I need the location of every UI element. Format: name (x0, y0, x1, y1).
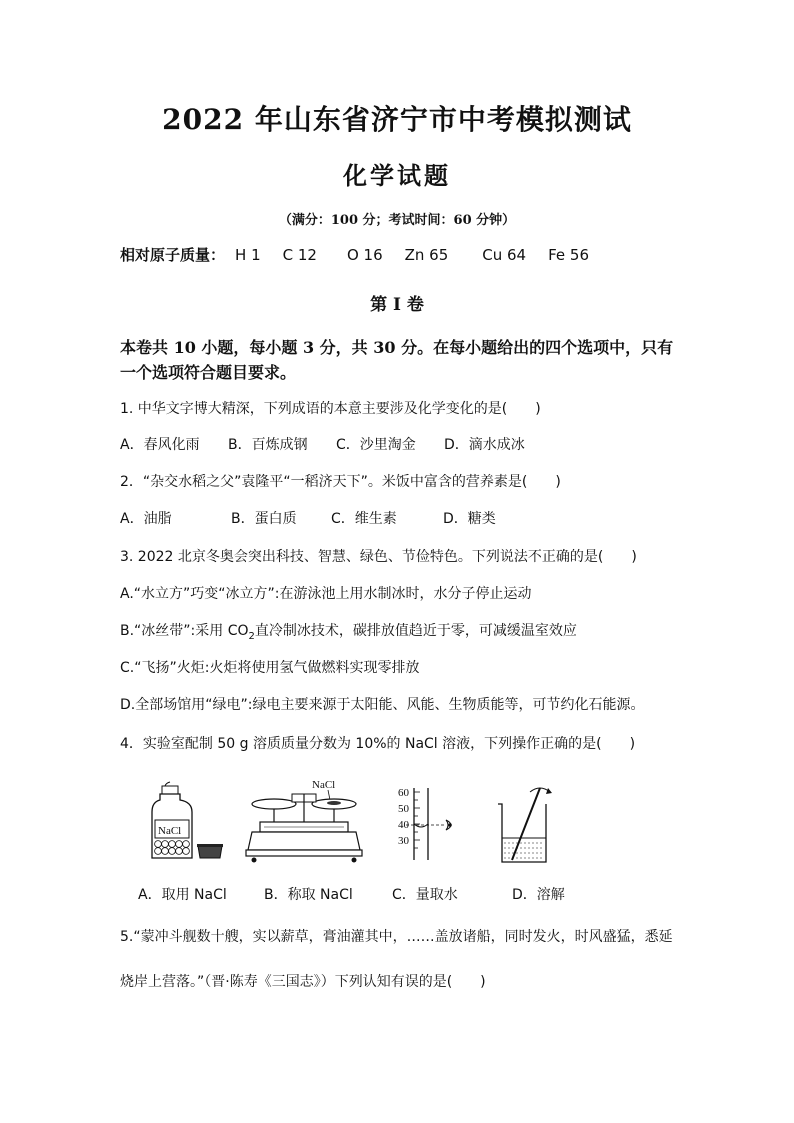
figure-d-beaker-dissolving (494, 782, 564, 866)
question-3-stem: 3. 2022 北京冬奥会突出科技、智慧、绿色、节俭特色。下列说法不正确的是( ) (120, 549, 637, 565)
atomic-masses-label: 相对原子质量： (120, 246, 226, 264)
section-instructions: 本卷共 10 小题，每小题 3 分，共 30 分。在每小题给出的四个选项中，只有一个选项符合题目要求。 (120, 338, 674, 382)
q2-option-a: A．油脂 (120, 511, 172, 527)
atomic-mass-c: C 12 (282, 246, 317, 264)
question-2-options (120, 508, 496, 528)
salt-pile (327, 801, 341, 805)
q3-option-a: A.“水立方”巧变“冰立方”:在游泳池上用水制冰时，水分子停止运动 (120, 586, 532, 602)
q3-option-b (120, 620, 577, 642)
q2-option-c: C．维生素 (331, 511, 397, 527)
score-time-note: （满分：100 分；考试时间：60 分钟） (278, 213, 516, 228)
caption-a: A．取用 NaCl (138, 887, 227, 903)
atomic-mass-o: O 16 (346, 246, 383, 264)
q1-option-b: B．百炼成钢 (228, 437, 308, 453)
figure-a-reagent-bottle (148, 778, 228, 864)
caption-b: B．称取 NaCl (264, 887, 353, 903)
caption-d: D．溶解 (512, 887, 565, 903)
bottle-stopper (198, 846, 222, 858)
cylinder-tick-40: 40 (398, 819, 409, 831)
cylinder-tick-50: 50 (398, 803, 409, 815)
beaker-liquid (504, 843, 544, 858)
atomic-mass-zn: Zn 65 (404, 246, 449, 264)
figure-b-balance (246, 774, 362, 864)
cylinder-tick-30: 30 (398, 835, 409, 847)
exam-title: 2022 年山东省济宁市中考模拟测试 (162, 103, 632, 136)
q1-option-a: A．春风化雨 (120, 437, 200, 453)
q2-option-b: B．蛋白质 (231, 511, 297, 527)
question-5-stem-line-2: 烧岸上营落。”（晋·陈寿《三国志》）下列认知有误的是( ) (120, 974, 486, 990)
q3-option-c: C.“飞扬”火炬:火炬将使用氢气做燃料实现零排放 (120, 660, 420, 676)
q3-option-b-end: 直冷制冰技术，碳排放值趋近于零，可减缓温室效应 (254, 623, 577, 639)
q1-option-d: D．滴水成冰 (444, 437, 525, 453)
question-2-stem: 2．“杂交水稻之父”袁隆平“一稻济天下”。米饭中富含的营养素是( ) (120, 474, 561, 490)
caption-c: C．量取水 (392, 887, 458, 903)
q3-option-b-start: B.“冰丝带”:采用 CO (120, 623, 249, 639)
bottle-label-text: NaCl (158, 825, 182, 837)
liquid-meniscus (414, 824, 428, 827)
cylinder-tick-marks (414, 792, 420, 848)
section-heading: 第 I 卷 (370, 295, 424, 315)
q3-option-b-subscript: 2 (248, 630, 255, 642)
question-1-options (120, 434, 525, 454)
atomic-masses (120, 244, 601, 265)
glass-rod (512, 788, 540, 860)
atomic-mass-fe: Fe 56 (548, 246, 590, 264)
atomic-mass-cu: Cu 64 (482, 246, 527, 264)
stopper-rim (197, 844, 223, 847)
cylinder-tick-60: 60 (398, 787, 409, 799)
q2-option-d: D．糖类 (443, 511, 496, 527)
q3-option-d: D.全部场馆用“绿电”:绿电主要来源于太阳能、风能、生物质能等，可节约化石能源。 (120, 697, 645, 713)
exam-subtitle: 化学试题 (343, 161, 451, 190)
q1-option-c: C．沙里淘金 (336, 437, 416, 453)
question-1-stem: 1. 中华文字博大精深，下列成语的本意主要涉及化学变化的是( ) (120, 401, 541, 417)
balance-base (248, 832, 360, 850)
figure-c-graduated-cylinder (384, 784, 464, 864)
question-5-stem-line-1: 5.“蒙冲斗舰数十艘，实以薪草，膏油灌其中，……盖放诸船，同时发火，时风盛猛，悉延 (120, 929, 673, 945)
atomic-mass-h: H 1 (235, 246, 261, 264)
bottle-mouth (162, 786, 178, 794)
question-4-stem: 4．实验室配制 50 g 溶质质量分数为 10%的 NaCl 溶液，下列操作正确的是( ) (120, 736, 636, 752)
balance-label-text: NaCl (312, 779, 336, 791)
left-pan (252, 799, 296, 809)
